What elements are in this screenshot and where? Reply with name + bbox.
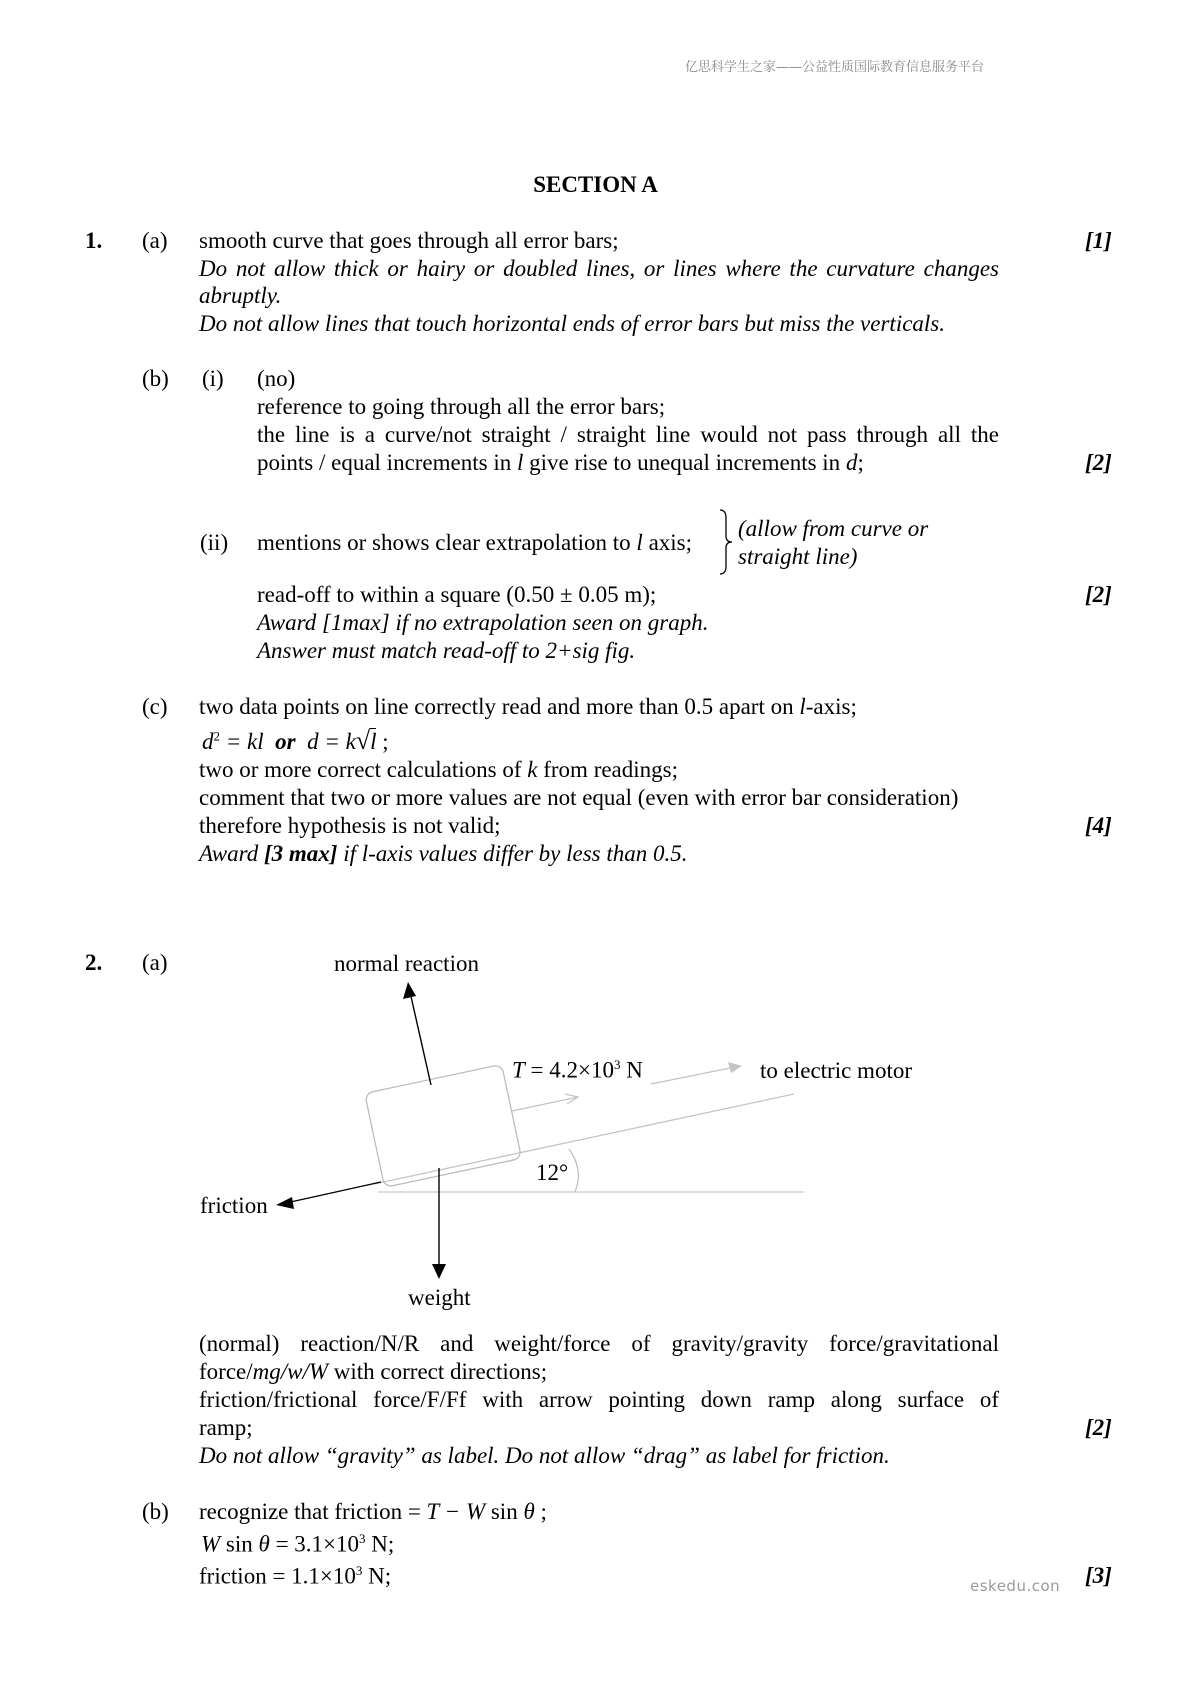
q1bii-note2: Answer must match read-off to 2+sig fig. — [257, 638, 636, 663]
q2b-label: (b) — [142, 1499, 169, 1524]
q2b-mark: [3] — [1085, 1563, 1112, 1588]
q1b-label: (b) — [142, 366, 169, 391]
q1bii-brace-note2: straight line) — [738, 544, 858, 569]
friction-arrow — [286, 1182, 381, 1203]
friction-label: friction — [200, 1193, 268, 1218]
q1bii-mark: [2] — [1085, 582, 1112, 607]
q1bii-label: (ii) — [200, 530, 229, 555]
motor-label: to electric motor — [760, 1058, 912, 1083]
q1-number: 1. — [85, 228, 103, 253]
q2a-p2-line1: friction/frictional force/F/Ff with arrow pointing down ramp along surface of — [199, 1387, 999, 1412]
q1c-label: (c) — [142, 694, 168, 719]
q2a-label: (a) — [142, 950, 168, 975]
tension-label: $T = 4.2\times 10^3$ N — [512, 1057, 643, 1083]
q2a-mark: [2] — [1085, 1415, 1112, 1440]
q1bi-line2: reference to going through all the error bars; — [257, 394, 666, 419]
q2a-p1-line2: force/mg/w/W with correct directions; — [199, 1359, 548, 1384]
q2-number: 2. — [85, 950, 103, 975]
q1bii-line1: mentions or shows clear extrapolation to l axis; — [257, 530, 693, 555]
q1c-note: Award [3 max] if l-axis values differ by less than 0.5. — [199, 841, 688, 866]
q1bii-note1: Award [1max] if no extrapolation seen on graph. — [257, 610, 709, 635]
section-title: SECTION A — [533, 172, 658, 197]
q1c-line4: comment that two or more values are not equal (even with error bar consideration) — [199, 785, 959, 810]
header-watermark: 亿思科学生之家——公益性质国际教育信息服务平台 — [685, 60, 985, 75]
friction-arrowhead — [276, 1197, 294, 1209]
q1a-note2: Do not allow lines that touch horizontal ends of error bars but miss the verticals. — [199, 311, 946, 336]
angle-arc — [569, 1149, 578, 1192]
q2a-p2-line2: ramp; — [199, 1415, 253, 1440]
q1bi-line1: (no) — [257, 366, 296, 391]
angle-label: 12° — [536, 1160, 569, 1185]
normal-reaction-label: normal reaction — [334, 951, 479, 976]
q1bii-line2: read-off to within a square (0.50 ± 0.05 m); — [257, 582, 657, 607]
q2b-line3: friction = $1.1\times 10^3$ N; — [199, 1563, 392, 1589]
q2b-line1: recognize that friction = T − W sin θ ; — [199, 1499, 547, 1524]
q1a-note1a: Do not allow thick or hairy or doubled lines, or lines where the curvature changes — [199, 256, 999, 281]
motor-arrow — [651, 1066, 740, 1084]
q1bi-label: (i) — [202, 366, 224, 391]
q1c-equation: $d^2$ = kl or d = k√l ; — [202, 726, 389, 755]
q1c-line1: two data points on line correctly read and more than 0.5 apart on l-axis; — [199, 694, 857, 719]
q1bii-brace-note1: (allow from curve or — [738, 516, 929, 541]
weight-label: weight — [408, 1285, 471, 1310]
q1c-line3: two or more correct calculations of k from readings; — [199, 757, 678, 782]
q1c-line5: therefore hypothesis is not valid; — [199, 813, 501, 838]
q1a-note1b: abruptly. — [199, 283, 282, 308]
q1bi-line4: points / equal increments in l give rise to unequal increments in d; — [257, 450, 864, 475]
q2b-line2: W $\sin \theta = 3.1\times 10^3$ N; — [201, 1531, 395, 1557]
q2a-p1-line1: (normal) reaction/N/R and weight/force of gravity/gravity force/gravitational — [199, 1331, 999, 1356]
q1a-label: (a) — [142, 228, 168, 253]
q1c-mark: [4] — [1085, 813, 1112, 838]
q1bi-mark: [2] — [1085, 450, 1112, 475]
q2a-note: Do not allow “gravity” as label. Do not allow “drag” as label for friction. — [199, 1443, 890, 1468]
q1bi-line3: the line is a curve/not straight / straight line would not pass through all the — [257, 422, 999, 447]
weight-arrowhead — [432, 1264, 446, 1279]
footer-watermark: eskedu.con — [970, 1577, 1061, 1595]
q1a-line1: smooth curve that goes through all error bars; — [199, 228, 619, 253]
normal-arrow — [410, 992, 431, 1085]
ramp-line — [374, 1094, 794, 1184]
q1a-mark: [1] — [1085, 228, 1112, 253]
normal-arrowhead — [403, 982, 416, 999]
